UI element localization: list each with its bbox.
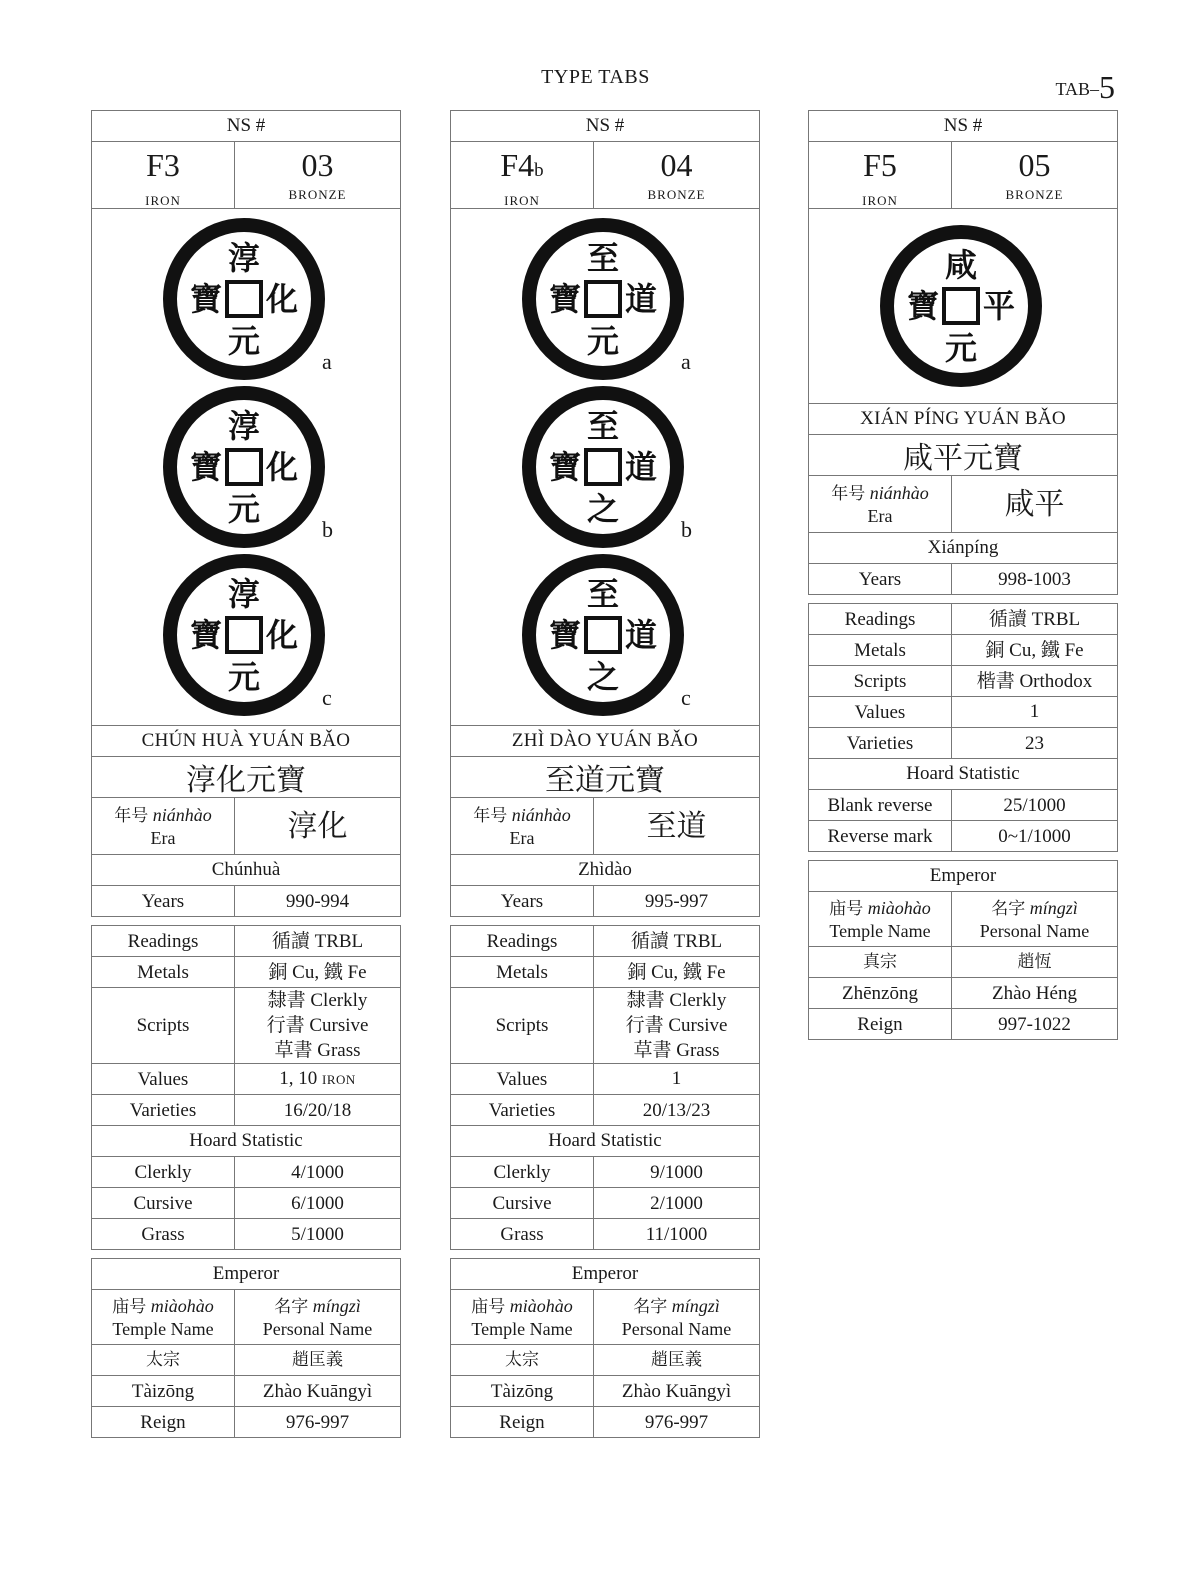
bronze-num: 04 [660,147,693,183]
values-number: 1 [1029,701,1040,722]
name-cjk-row [451,757,759,798]
temple-label-cjk: 庙号 [829,898,864,919]
page-title: TYPE TABS [541,66,650,88]
reign-value: 976-997 [285,1411,350,1433]
name-roman-row [809,404,1117,435]
coin-area [451,209,759,726]
personal-label-en: Personal Name [262,1318,373,1339]
iron-suffix: b [534,160,544,181]
coin-2 [529,561,677,709]
era-label-pinyin: niánhào [869,482,929,503]
personal-label [952,892,1117,946]
ns-number-row [451,142,759,209]
hoard-row [451,1157,759,1188]
emperor-table [91,1258,401,1438]
temple-name: Tàizōng [451,1376,594,1406]
varieties-value: 23 [1025,732,1044,754]
values-number: 1, 10 [279,1068,318,1089]
temple-name: Zhēnzōng [809,978,952,1008]
personal-label-pinyin: míngzì [671,1295,720,1316]
varieties-row [451,1095,759,1126]
values-label: Values [809,697,952,727]
metals-label: Metals [809,635,952,665]
details-table [91,925,401,1250]
coin-char-top: 淳 [227,407,261,445]
coin-images [451,209,759,725]
hoard-label: Grass [451,1219,594,1249]
iron-num: F5 [863,147,897,183]
ns-label: NS # [585,115,625,136]
era-label-pinyin: niánhào [511,804,571,825]
hoard-value: 0~1/1000 [998,825,1071,847]
hoard-label-header: Hoard Statistic [548,1130,662,1151]
coin-char-left: 寶 [189,616,223,654]
coin-char-right: 道 [624,280,658,318]
hoard-label: Blank reverse [809,790,952,820]
hoard-row [92,1157,400,1188]
hoard-label: Clerkly [92,1157,235,1187]
personal-label-en: Personal Name [979,920,1090,941]
hoard-label: Cursive [451,1188,594,1218]
coin-char-top: 淳 [227,575,261,613]
years-label: Years [809,564,952,594]
coin-label-c: c [681,685,691,710]
hoard-row [809,790,1117,821]
era-cjk: 淳化 [287,808,348,844]
coin-label-b: b [681,517,692,542]
coin-char-top: 至 [586,407,620,445]
metals-value: 銅 Cu, 鐵 Fe [985,639,1084,661]
bronze-number [235,142,400,208]
emperor-table [450,1258,760,1438]
years-value: 995-997 [644,890,709,912]
personal-name: Zhào Kuāngyì [621,1380,732,1402]
coin-name-cjk: 咸平元寶 [903,441,1023,476]
metals-value: 銅 Cu, 鐵 Fe [268,961,367,983]
temple-label-pinyin: miàohào [867,897,931,918]
script-line: 行書 Cursive [625,1015,728,1036]
years-row [451,886,759,917]
bronze-num: 05 [1018,147,1051,183]
years-row [809,564,1117,595]
coin-area [809,209,1117,404]
coin-char-bottom: 元 [944,329,978,367]
metals-row [809,635,1117,666]
reign-label: Reign [809,1009,952,1039]
personal-name: Zhào Kuāngyì [262,1380,373,1402]
temple-label-cjk: 庙号 [112,1296,147,1317]
personal-cjk-text: 趙匡義 [651,1349,702,1370]
ns-header-row [92,111,400,142]
varieties-label: Varieties [809,728,952,758]
coin-char-bottom: 元 [227,322,261,360]
page-number [1055,66,1115,103]
iron-num: F3 [146,147,180,183]
values-number: 1 [671,1068,682,1089]
name-cjk-row [809,435,1117,476]
varieties-label: Varieties [92,1095,235,1125]
coin-char-top: 至 [586,239,620,277]
iron-number [451,142,594,208]
reign-label: Reign [451,1407,594,1437]
script-line: 楷書 Orthodox [976,670,1093,692]
bronze-label: BRONZE [288,187,347,202]
scripts-row [451,988,759,1064]
info-table [91,110,401,917]
ns-header-row [451,111,759,142]
temple-cjk-text: 真宗 [863,951,897,972]
hoard-header-row [451,1126,759,1157]
hoard-row [451,1219,759,1250]
era-row [451,798,759,855]
reign-row [92,1407,400,1438]
coin-name-roman: CHÚN HUÀ YUÁN BǍO [141,730,351,751]
values-label: Values [451,1064,594,1094]
scripts-row [92,988,400,1064]
varieties-label: Varieties [451,1095,594,1125]
emperor-cjk-row [451,1345,759,1376]
emperor-label: Emperor [571,1263,639,1284]
name-roman-row [92,726,400,757]
script-line: 隸書 Clerkly [626,990,727,1011]
values-row [92,1064,400,1095]
script-line: 草書 Grass [274,1040,361,1061]
hoard-value: 2/1000 [650,1192,703,1214]
tab-prefix: TAB– [1055,79,1099,99]
scripts-label: Scripts [451,988,594,1063]
details-table [808,603,1118,852]
coin-char-right: 化 [265,448,299,486]
metals-row [92,957,400,988]
coin-char-left: 寶 [548,448,582,486]
temple-label [451,1290,594,1344]
era-label-pinyin: niánhào [152,804,212,825]
coin-name-cjk: 至道元寶 [545,763,665,798]
scripts-label: Scripts [92,988,235,1063]
hoard-label: Clerkly [451,1157,594,1187]
era-row [92,798,400,855]
coin-name-roman: XIÁN PÍNG YUÁN BǍO [860,408,1066,429]
temple-label-cjk: 庙号 [471,1296,506,1317]
era-cjk-cell [594,798,759,854]
ns-number-row [92,142,400,209]
reign-label: Reign [92,1407,235,1437]
era-label [451,798,594,854]
coin-label-c: c [322,685,332,710]
era-label-en: Era [509,827,535,848]
coin-name-cjk: 淳化元寶 [186,763,306,798]
era-pinyin-row [809,533,1117,564]
temple-name-cjk [451,1345,594,1375]
coin-area [92,209,400,726]
values-value [952,697,1117,727]
bronze-number [952,142,1117,208]
readings-value: 循讀 TRBL [988,608,1081,630]
hoard-value: 6/1000 [291,1192,344,1214]
emperor-cjk-row [809,947,1117,978]
readings-row [809,604,1117,635]
personal-label [235,1290,400,1344]
bronze-number [594,142,759,208]
readings-row [451,926,759,957]
coin-label-b: b [322,517,333,542]
metals-label: Metals [92,957,235,987]
era-pinyin: Xiánpíng [927,537,999,558]
era-label [809,476,952,532]
coin-char-left: 寶 [189,280,223,318]
era-label-cjk: 年号 [831,483,866,504]
coin-char-bottom: 元 [586,322,620,360]
temple-label-pinyin: miàohào [150,1295,214,1316]
personal-label-pinyin: míngzì [312,1295,361,1316]
years-label: Years [451,886,594,916]
readings-label: Readings [451,926,594,956]
type-tab-0 [91,110,401,1446]
script-line: 隸書 Clerkly [267,990,368,1011]
era-label-cjk: 年号 [114,805,149,826]
hoard-row [451,1188,759,1219]
hoard-row [92,1219,400,1250]
personal-name-cjk [952,947,1117,977]
varieties-row [92,1095,400,1126]
temple-cjk-text: 太宗 [505,1349,539,1370]
coin-1 [170,393,318,541]
info-table [808,110,1118,595]
coin-1 [529,393,677,541]
hoard-row [809,821,1117,852]
temple-label-en: Temple Name [471,1318,573,1339]
varieties-value: 16/20/18 [283,1099,352,1121]
iron-label: IRON [862,193,898,208]
era-label-cjk: 年号 [473,805,508,826]
values-row [451,1064,759,1095]
emperor-labels-row [451,1290,759,1345]
personal-label-cjk: 名字 [633,1296,668,1317]
ns-label: NS # [226,115,266,136]
hoard-header-row [809,759,1117,790]
values-suffix: IRON [321,1072,356,1087]
personal-label [594,1290,759,1344]
coin-0 [887,232,1035,380]
coin-char-top: 咸 [944,246,978,284]
coin-char-right: 道 [624,448,658,486]
hoard-value: 25/1000 [1003,794,1066,816]
coin-char-top: 淳 [227,239,261,277]
coin-2 [170,561,318,709]
values-value [594,1064,759,1094]
readings-value: 循讀 TRBL [630,930,723,952]
iron-num: F4 [500,147,535,183]
hoard-header-row [92,1126,400,1157]
metals-value: 銅 Cu, 鐵 Fe [627,961,726,983]
era-pinyin-row [92,855,400,886]
emperor-header-row [451,1259,759,1290]
metals-row [451,957,759,988]
reign-row [809,1009,1117,1040]
scripts-value [594,988,759,1063]
emperor-name-row [451,1376,759,1407]
years-label: Years [92,886,235,916]
emperor-header-row [92,1259,400,1290]
coin-char-left: 寶 [548,616,582,654]
ns-header-row [809,111,1117,142]
scripts-value [235,988,400,1063]
coin-char-right: 化 [265,280,299,318]
years-value: 998-1003 [998,568,1071,590]
coin-0 [170,225,318,373]
coin-char-bottom: 之 [586,658,620,696]
hoard-value: 4/1000 [291,1161,344,1183]
temple-label [92,1290,235,1344]
iron-number [809,142,952,208]
coin-char-left: 寶 [189,448,223,486]
hoard-value: 11/1000 [645,1223,708,1245]
script-line: 行書 Cursive [266,1015,369,1036]
type-tab-1 [450,110,760,1446]
coin-char-top: 至 [586,575,620,613]
era-pinyin: Zhìdào [578,859,632,880]
readings-label: Readings [809,604,952,634]
era-cjk: 咸平 [1004,486,1065,522]
bronze-label: BRONZE [647,187,706,202]
emperor-labels-row [809,892,1117,947]
temple-name-cjk [92,1345,235,1375]
emperor-cjk-row [92,1345,400,1376]
coin-char-right: 道 [624,616,658,654]
readings-label: Readings [92,926,235,956]
personal-name-cjk [594,1345,759,1375]
emperor-label: Emperor [212,1263,280,1284]
temple-label-en: Temple Name [829,920,931,941]
name-cjk-row [92,757,400,798]
personal-label-pinyin: míngzì [1029,897,1078,918]
emperor-table [808,860,1118,1040]
personal-label-en: Personal Name [621,1318,732,1339]
values-value [235,1064,400,1094]
hoard-label: Grass [92,1219,235,1249]
era-label-en: Era [867,505,893,526]
type-tab-2 [808,110,1118,1048]
readings-row [92,926,400,957]
years-row [92,886,400,917]
scripts-row [809,666,1117,697]
coin-name-roman: ZHÌ DÀO YUÁN BǍO [511,730,699,751]
coin-char-right: 平 [982,287,1016,325]
hoard-label-header: Hoard Statistic [906,763,1020,784]
hoard-value: 9/1000 [650,1161,703,1183]
coin-char-bottom: 元 [227,490,261,528]
coin-char-bottom: 元 [227,658,261,696]
era-label-en: Era [150,827,176,848]
readings-value: 循讀 TRBL [271,930,364,952]
era-pinyin-row [451,855,759,886]
coin-char-left: 寶 [906,287,940,325]
iron-label: IRON [145,193,181,208]
details-table [450,925,760,1250]
coin-label-a: a [322,349,332,374]
personal-name-cjk [235,1345,400,1375]
values-row [809,697,1117,728]
ns-number-row [809,142,1117,209]
iron-label: IRON [504,193,540,208]
hoard-label: Cursive [92,1188,235,1218]
coin-char-bottom: 之 [586,490,620,528]
info-table [450,110,760,917]
coin-images [92,209,400,725]
coin-char-left: 寶 [548,280,582,318]
temple-label [809,892,952,946]
iron-number [92,142,235,208]
coin-char-right: 化 [265,616,299,654]
values-label: Values [92,1064,235,1094]
bronze-label: BRONZE [1005,187,1064,202]
personal-name: Zhào Héng [992,982,1077,1004]
name-roman-row [451,726,759,757]
years-value: 990-994 [285,890,350,912]
personal-cjk-text: 趙恆 [1017,951,1052,972]
tab-number: 5 [1099,69,1115,105]
hoard-value: 5/1000 [291,1223,344,1245]
hoard-label: Reverse mark [809,821,952,851]
varieties-value: 20/13/23 [642,1099,711,1121]
script-line: 草書 Grass [633,1040,720,1061]
temple-name-cjk [809,947,952,977]
era-cjk-cell [235,798,400,854]
hoard-label-header: Hoard Statistic [189,1130,303,1151]
coin-images [809,209,1117,403]
reign-value: 997-1022 [998,1013,1071,1035]
reign-row [451,1407,759,1438]
era-label [92,798,235,854]
coin-0 [529,225,677,373]
emperor-name-row [809,978,1117,1009]
scripts-value [952,666,1117,696]
era-pinyin: Chúnhuà [211,859,281,880]
emperor-name-row [92,1376,400,1407]
temple-cjk-text: 太宗 [146,1349,180,1370]
ns-label: NS # [943,115,983,136]
hoard-row [92,1188,400,1219]
era-cjk: 至道 [646,808,707,844]
era-row [809,476,1117,533]
metals-label: Metals [451,957,594,987]
bronze-num: 03 [301,147,334,183]
scripts-label: Scripts [809,666,952,696]
emperor-labels-row [92,1290,400,1345]
coin-label-a: a [681,349,691,374]
era-cjk-cell [952,476,1117,532]
personal-label-cjk: 名字 [991,898,1026,919]
varieties-row [809,728,1117,759]
temple-label-pinyin: miàohào [509,1295,573,1316]
personal-cjk-text: 趙匡義 [292,1349,343,1370]
personal-label-cjk: 名字 [274,1296,309,1317]
emperor-header-row [809,861,1117,892]
reign-value: 976-997 [644,1411,709,1433]
temple-name: Tàizōng [92,1376,235,1406]
emperor-label: Emperor [929,865,997,886]
temple-label-en: Temple Name [112,1318,214,1339]
